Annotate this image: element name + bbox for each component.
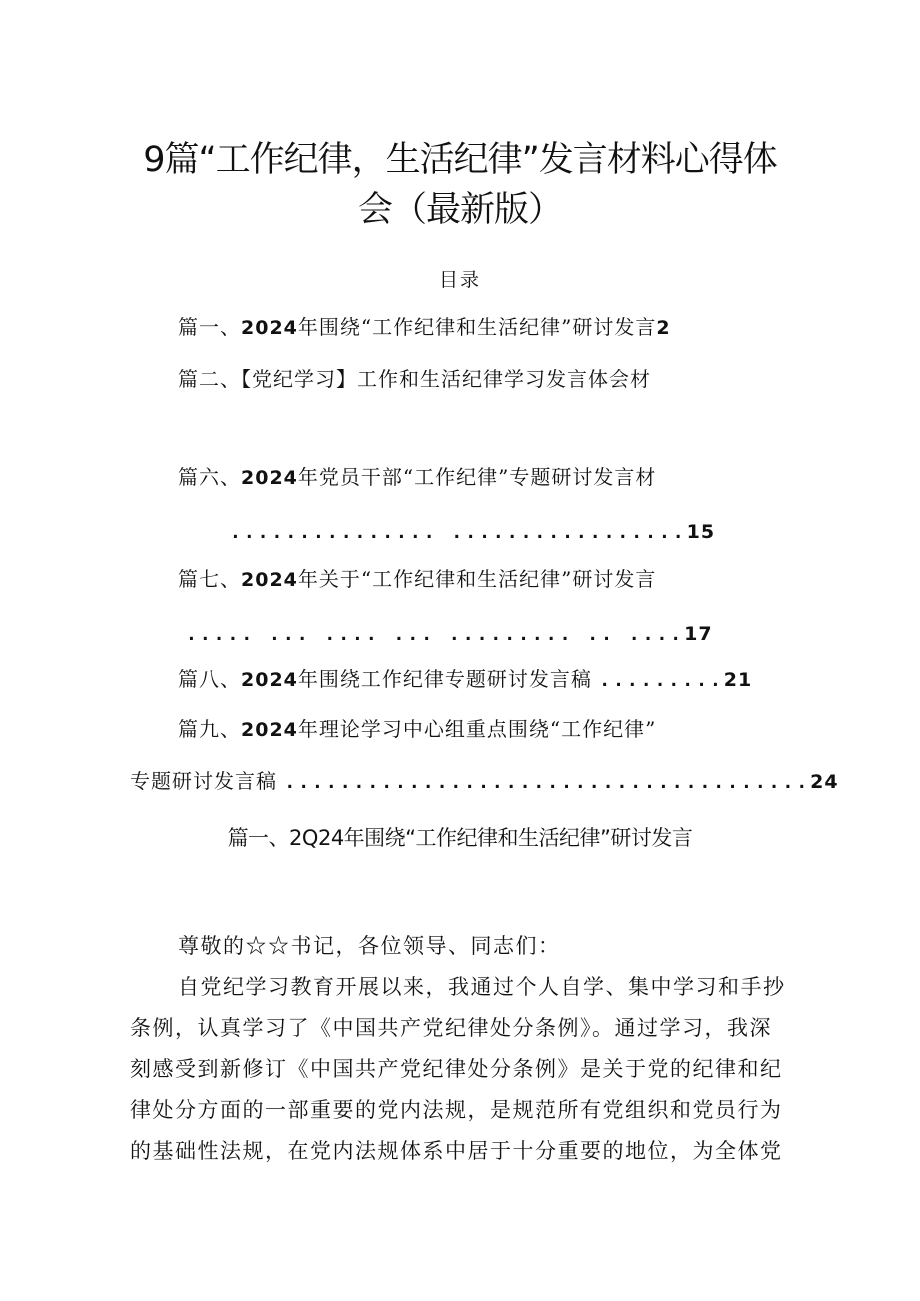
document-title-line-1: 9篇“工作纪律，生活纪律”发言材料心得体 <box>143 140 777 180</box>
toc-entry-9-continuation[interactable] <box>130 766 839 798</box>
toc-entry-8[interactable] <box>178 664 752 696</box>
toc-dot-leader: ...................................... <box>284 772 811 793</box>
toc-dot-leader: ......... <box>599 670 724 691</box>
toc-entry-page: 2 <box>656 317 671 339</box>
toc-dot-leader: ..... ... .... ... ......... .. .... <box>186 624 685 645</box>
toc-entry-prefix: 篇六、 <box>178 465 241 489</box>
toc-entry-text: 年围绕“工作纪律和生活纪律”研讨发言 <box>297 315 657 339</box>
body-line-2: 条例，认真学习了《中国共产党纪律处分条例》。通过学习，我深 <box>130 1016 772 1040</box>
toc-entry-6[interactable] <box>178 462 656 493</box>
toc-heading: 目录 <box>438 269 481 291</box>
toc-entry-year: 2024 <box>241 467 298 489</box>
toc-entry-prefix: 篇七、 <box>178 567 241 591</box>
toc-entry-2[interactable] <box>178 364 651 394</box>
toc-entry-6-leader[interactable] <box>230 516 715 548</box>
toc-entry-text: 年关于“工作纪律和生活纪律”研讨发言 <box>297 567 657 591</box>
body-line-3: 刻感受到新修订《中国共产党纪律处分条例》是关于党的纪律和纪 <box>130 1057 783 1081</box>
document-title-line-2: 会（最新版） <box>357 190 562 230</box>
toc-entry-page: 21 <box>723 669 753 691</box>
toc-entry-text: 年党员干部“工作纪律”专题研讨发言材 <box>297 465 657 489</box>
toc-entry-9[interactable] <box>178 714 656 745</box>
salutation: 尊敬的☆☆书记，各位领导、同志们： <box>178 934 561 958</box>
toc-entry-text: 年理论学习中心组重点围绕“工作纪律” <box>297 717 657 741</box>
toc-entry-page: 24 <box>810 771 839 793</box>
section-title: 篇一、2Q24年围绕“工作纪律和生活纪律”研讨发言 <box>227 826 693 850</box>
toc-entry-year: 2024 <box>241 719 298 741</box>
toc-entry-page: 15 <box>686 521 716 543</box>
toc-entry-prefix: 篇二、 <box>178 367 241 391</box>
toc-entry-text: 【党纪学习】工作和生活纪律学习发言体会材 <box>241 367 651 391</box>
toc-entry-year: 2024 <box>241 669 298 691</box>
toc-entry-text: 年围绕工作纪律专题研讨发言稿 <box>297 667 592 691</box>
toc-entry-page: 17 <box>684 623 713 645</box>
toc-entry-prefix: 篇八、 <box>178 667 241 691</box>
body-line-1: 自党纪学习教育开展以来，我通过个人自学、集中学习和手抄 <box>178 975 786 999</box>
toc-entry-7[interactable] <box>178 564 656 595</box>
toc-entry-7-leader[interactable] <box>186 618 713 650</box>
toc-entry-year: 2024 <box>241 317 298 339</box>
toc-dot-leader: ............... ................. <box>230 522 687 543</box>
toc-entry-prefix: 篇一、 <box>178 315 241 339</box>
toc-entry-1[interactable] <box>178 312 671 343</box>
body-line-5: 的基础性法规，在党内法规体系中居于十分重要的地位，为全体党 <box>130 1139 783 1163</box>
body-line-4: 律处分方面的一部重要的党内法规，是规范所有党组织和党员行为 <box>130 1098 783 1122</box>
toc-entry-year: 2024 <box>241 569 298 591</box>
toc-entry-prefix: 篇九、 <box>178 717 241 741</box>
toc-entry-text-continuation: 专题研讨发言稿 <box>130 769 277 793</box>
